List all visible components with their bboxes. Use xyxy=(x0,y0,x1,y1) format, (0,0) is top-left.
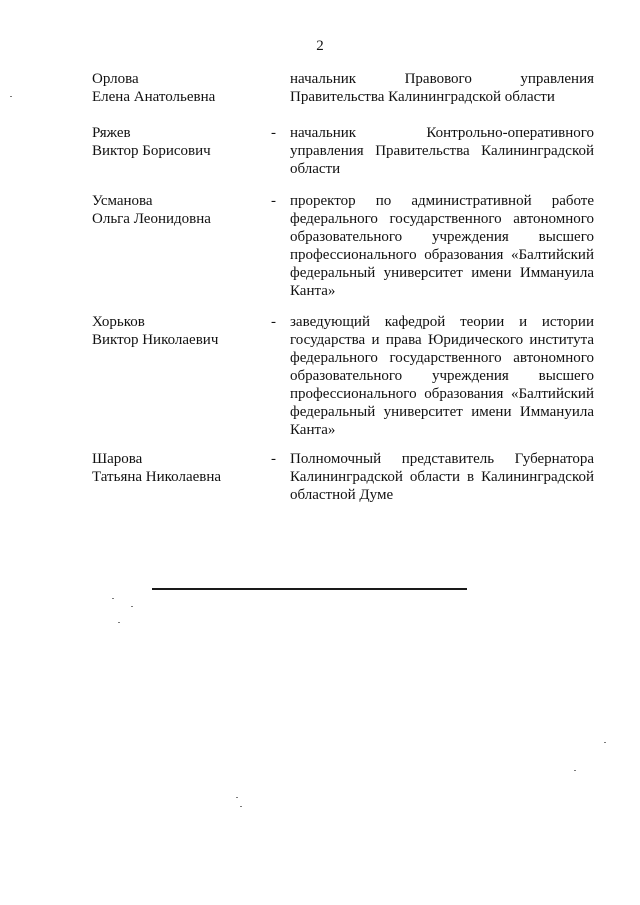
member-given-names: Виктор Борисович xyxy=(92,143,211,159)
scan-speck xyxy=(10,96,12,97)
member-name xyxy=(92,124,262,160)
member-surname: Усманова xyxy=(92,193,153,209)
scan-speck xyxy=(574,770,576,771)
member-given-names: Ольга Леонидовна xyxy=(92,211,211,227)
member-surname: Ряжев xyxy=(92,125,131,141)
member-name xyxy=(92,192,262,228)
member-surname: Орлова xyxy=(92,71,139,87)
end-of-list-rule xyxy=(152,588,467,590)
scan-speck xyxy=(131,606,133,607)
member-position: заведующий кафедрой теории и истории государства и права Юридического института федерального государственного автономного образовательного учреждения высшего профессионального образования «Балтийский федеральный университет имени Иммануила Канта» xyxy=(290,314,594,438)
separator-dash: - xyxy=(271,451,276,467)
separator-dash: - xyxy=(271,193,276,209)
member-name xyxy=(92,313,262,349)
member-name xyxy=(92,450,262,486)
member-position: начальник Контрольно-оперативного управления Правительства Калининградской области xyxy=(290,125,594,177)
scan-speck xyxy=(604,742,606,743)
page-number: 2 xyxy=(316,38,324,54)
scan-speck xyxy=(118,622,120,623)
separator-dash: - xyxy=(271,125,276,141)
separator-dash: - xyxy=(271,314,276,330)
member-name xyxy=(92,70,262,106)
member-position: Полномочный представитель Губернатора Калининградской области в Калининградской областной Думе xyxy=(290,451,594,503)
member-surname: Шарова xyxy=(92,451,143,467)
member-given-names: Татьяна Николаевна xyxy=(92,469,222,485)
scan-speck xyxy=(112,598,114,599)
member-surname: Хорьков xyxy=(92,314,145,330)
member-position: проректор по административной работе федерального государственного автономного образовательного учреждения высшего профессионального образования «Балтийский федеральный университет имени Иммануила Канта» xyxy=(290,193,594,299)
member-position: начальник Правового управления Правительства Калининградской области xyxy=(290,71,594,105)
member-given-names: Елена Анатольевна xyxy=(92,89,216,105)
scan-speck xyxy=(236,797,238,798)
scan-speck xyxy=(240,806,242,807)
member-given-names: Виктор Николаевич xyxy=(92,332,219,348)
